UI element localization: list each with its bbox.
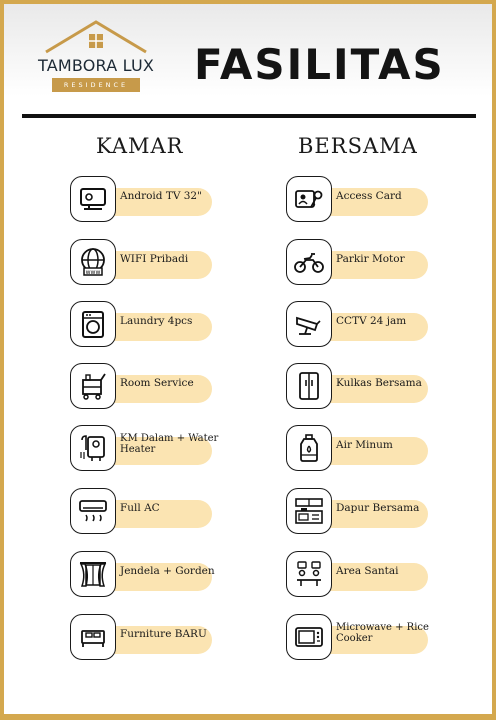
access-card-icon bbox=[286, 176, 332, 222]
facility-item-water bbox=[286, 425, 486, 475]
facility-label: Room Service bbox=[120, 377, 194, 389]
lounge-area-icon bbox=[286, 551, 332, 597]
cctv-icon bbox=[286, 301, 332, 347]
water-heater-icon bbox=[70, 425, 116, 471]
facility-item-bathroom bbox=[70, 425, 270, 475]
washing-machine-icon bbox=[70, 301, 116, 347]
logo-subtitle: RESIDENCE bbox=[52, 78, 140, 92]
window-curtain-icon bbox=[70, 551, 116, 597]
divider bbox=[22, 114, 476, 118]
refrigerator-icon bbox=[286, 363, 332, 409]
facility-label: Parkir Motor bbox=[336, 253, 405, 265]
facility-item-wifi bbox=[70, 239, 270, 289]
wifi-globe-icon bbox=[70, 239, 116, 285]
facility-label: Jendela + Gorden bbox=[120, 565, 215, 577]
kamar-heading: KAMAR bbox=[96, 134, 184, 158]
facility-item-lounge bbox=[286, 551, 486, 601]
air-conditioner-icon bbox=[70, 488, 116, 534]
facility-item-furniture bbox=[70, 614, 270, 664]
bed-icon bbox=[70, 614, 116, 660]
facility-label: KM Dalam + Water Heater bbox=[120, 433, 219, 455]
motorcycle-icon bbox=[286, 239, 332, 285]
page-title: FASILITAS bbox=[194, 40, 445, 89]
water-gallon-icon bbox=[286, 425, 332, 471]
house-roof-icon bbox=[26, 18, 166, 58]
facility-label: Laundry 4pcs bbox=[120, 315, 193, 327]
cleaning-cart-icon bbox=[70, 363, 116, 409]
facility-item-window bbox=[70, 551, 270, 601]
facility-item-parking bbox=[286, 239, 486, 289]
facility-item-microwave bbox=[286, 614, 486, 664]
facility-label: Kulkas Bersama bbox=[336, 377, 422, 389]
facility-item-kitchen bbox=[286, 488, 486, 538]
facility-label: Access Card bbox=[336, 190, 402, 202]
facility-label: Dapur Bersama bbox=[336, 502, 420, 514]
facility-label: Furniture BARU bbox=[120, 628, 207, 640]
facility-label: Full AC bbox=[120, 502, 160, 514]
facility-label: Air Minum bbox=[336, 439, 393, 451]
logo-name: TAMBORA LUX bbox=[37, 56, 155, 75]
facility-label: Microwave + Rice Cooker bbox=[336, 622, 429, 644]
facility-item-ac bbox=[70, 488, 270, 538]
residence-logo bbox=[26, 18, 166, 104]
bersama-heading: BERSAMA bbox=[298, 134, 418, 158]
facility-item-room-service bbox=[70, 363, 270, 413]
facility-item-cctv bbox=[286, 301, 486, 351]
tv-icon bbox=[70, 176, 116, 222]
facility-item-laundry bbox=[70, 301, 270, 351]
facility-label: Area Santai bbox=[336, 565, 399, 577]
facility-label: CCTV 24 jam bbox=[336, 315, 407, 327]
svg-text:www: www bbox=[85, 269, 101, 276]
facility-item-android-tv bbox=[70, 176, 270, 226]
facility-item-fridge bbox=[286, 363, 486, 413]
facility-item-access-card bbox=[286, 176, 486, 226]
microwave-icon bbox=[286, 614, 332, 660]
facility-label: Android TV 32" bbox=[120, 190, 202, 202]
kitchen-icon bbox=[286, 488, 332, 534]
facility-label: WIFI Pribadi bbox=[120, 253, 189, 265]
